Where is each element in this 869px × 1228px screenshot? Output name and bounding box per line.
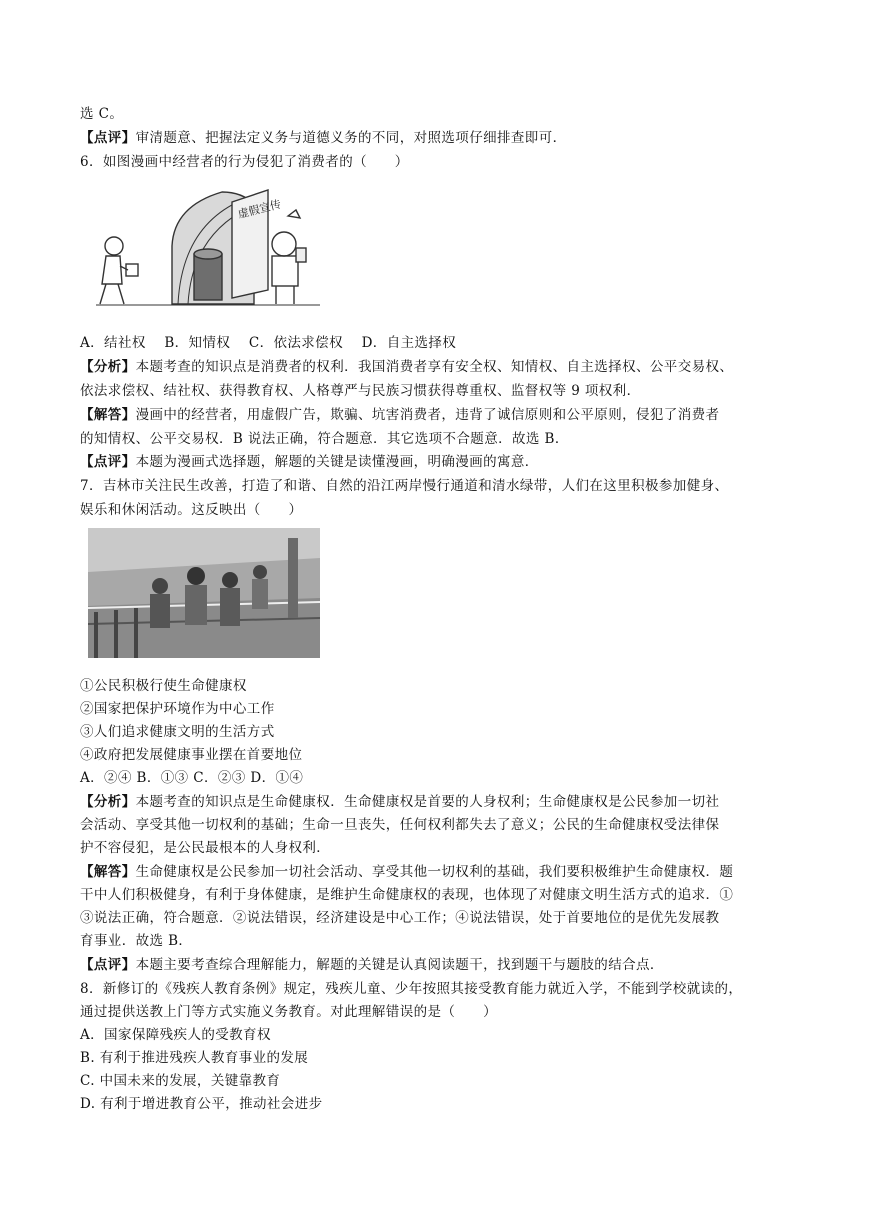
comment-text: 审清题意、把握法定义务与道德义务的不同，对照选项仔细排查即可．: [135, 130, 567, 146]
q7-item-4: ④政府把发展健康事业摆在首要地位: [80, 747, 303, 763]
analysis-text: 本题考查的知识点是消费者的权利．我国消费者享有安全权、知情权、自主选择权、公平交易权、: [135, 359, 734, 375]
solution-7-line1: [80, 862, 733, 882]
comment-text: 本题主要考查综合理解能力，解题的关键是认真阅读题干，找到题干与题肢的结合点．: [135, 957, 664, 973]
q7-item-2: ②国家把保护环境作为中心工作: [80, 701, 275, 717]
analysis-7-line1: [80, 792, 719, 812]
question-7-line1: 7．吉林市关注民生改善，打造了和谐、自然的沿江两岸慢行通道和清水绿带，人们在这里积极参加健身、: [80, 478, 729, 494]
comment-tag: 【点评】: [80, 130, 136, 146]
analysis-6-line1: [80, 357, 733, 377]
comment-6: [80, 452, 539, 472]
q8-option-d: D. 有利于增进教育公平，推动社会进步: [80, 1096, 323, 1112]
q8-option-c: C. 中国未来的发展，关键靠教育: [80, 1073, 281, 1089]
q8-option-b: B. 有利于推进残疾人教育事业的发展: [80, 1050, 309, 1066]
solution-text: 生命健康权是公民参加一切社会活动、享受其他一切权利的基础，我们要积极维护生命健康权．题: [135, 864, 734, 880]
analysis-6-line2: 依法求偿权、结社权、获得教育权、人格尊严与民族习惯获得尊重权、监督权等 9 项权利．: [80, 383, 641, 399]
analysis-tag: 【分析】: [80, 794, 136, 810]
analysis-tag: 【分析】: [80, 359, 136, 375]
question-6-options: A．结社权 B．知情权 C．依法求偿权 D．自主选择权: [80, 335, 457, 351]
comic-sign-text: 虚假宣传: [236, 197, 283, 221]
solution-text: 漫画中的经营者，用虚假广告，欺骗、坑害消费者，违背了诚信原则和公平原则，侵犯了消费者: [135, 407, 720, 423]
text-line: 选 C。: [80, 106, 124, 122]
question-7-options: A．②④ B．①③ C．②③ D．①④: [80, 770, 304, 786]
analysis-text: 本题考查的知识点是生命健康权．生命健康权是首要的人身权利；生命健康权是公民参加一切社: [135, 794, 720, 810]
question-8-line1: 8．新修订的《残疾人教育条例》规定，残疾儿童、少年按照其接受教育能力就近入学，不能到学校就读的，: [80, 981, 743, 997]
q7-item-1: ①公民积极行使生命健康权: [80, 678, 247, 694]
analysis-7-line2: 会活动、享受其他一切权利的基础；生命一旦丧失，任何权利都失去了意义；公民的生命健康权受法律保: [80, 817, 720, 833]
comment-tag: 【点评】: [80, 454, 136, 470]
analysis-7-line3: 护不容侵犯，是公民最根本的人身权利．: [80, 840, 331, 856]
q7-item-3: ③人们追求健康文明的生活方式: [80, 724, 275, 740]
comment-7: [80, 955, 664, 975]
solution-6-line1: [80, 405, 719, 425]
q8-option-a: A．国家保障残疾人的受教育权: [80, 1027, 271, 1043]
question-6: 6．如图漫画中经营者的行为侵犯了消费者的（ ）: [80, 154, 409, 170]
solution-7-line3: ③说法正确，符合题意．②说法错误，经济建设是中心工作；④说法错误，处于首要地位的是优先发展教: [80, 910, 720, 926]
solution-7-line4: 育事业．故选 B．: [80, 933, 193, 949]
solution-tag: 【解答】: [80, 864, 136, 880]
question-8-line2: 通过提供送教上门等方式实施义务教育。对此理解错误的是（ ）: [80, 1004, 497, 1020]
comment-text: 本题为漫画式选择题，解题的关键是读懂漫画，明确漫画的寓意．: [135, 454, 539, 470]
comment-line: [80, 128, 567, 148]
comment-tag: 【点评】: [80, 957, 136, 973]
solution-tag: 【解答】: [80, 407, 136, 423]
jogging-photo: [88, 528, 320, 658]
question-7-line2: 娱乐和休闲活动。这反映出（ ）: [80, 502, 303, 518]
comic-illustration: [92, 186, 324, 308]
solution-6-line2: 的知情权、公平交易权．B 说法正确，符合题意．其它选项不合题意．故选 B．: [80, 431, 569, 447]
solution-7-line2: 干中人们积极健身，有利于身体健康，是维护生命健康权的表现，也体现了对健康文明生活方式的追求．①: [80, 887, 734, 903]
